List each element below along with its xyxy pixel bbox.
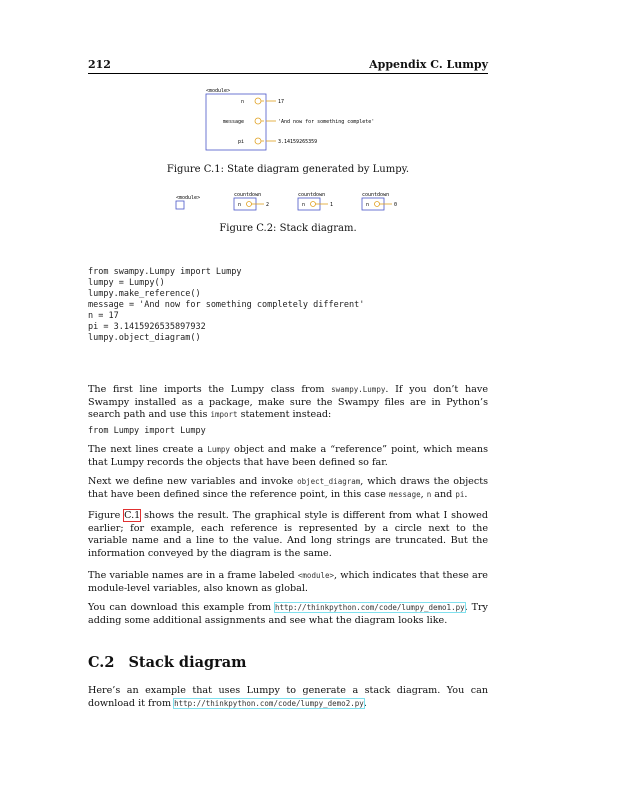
text: Here’s an example that uses Lumpy to generate a stack diagram. You can download it from	[88, 685, 488, 709]
var-name-n: n	[302, 202, 306, 208]
ref-circle	[255, 98, 261, 104]
chapter-title: Appendix C. Lumpy	[369, 58, 488, 71]
paragraph	[88, 570, 488, 595]
text: . If you don’t have Swampy installed as a package, make sure the Swampy files are in Python’s search path and use this	[88, 384, 489, 420]
text: You can download this example from	[88, 602, 275, 613]
text: The first line imports the Lumpy class from	[88, 384, 332, 395]
var-name-pi: pi	[237, 139, 244, 145]
inline-code: n	[426, 489, 432, 499]
section-number: C.2	[88, 654, 115, 671]
inline-code: object_diagram	[297, 477, 361, 486]
var-value-pi: 3.14159265359	[278, 139, 318, 145]
text: The next lines create a	[88, 444, 208, 455]
var-name-n: n	[238, 202, 242, 208]
code-line: lumpy.object_diagram()	[88, 333, 201, 343]
paragraph	[88, 685, 488, 710]
inline-code: import	[210, 410, 238, 419]
frame-label: <module>	[206, 88, 231, 94]
inline-code: message	[389, 489, 421, 499]
stack-diagram-figure	[172, 189, 412, 217]
frame-label: countdown	[298, 192, 326, 198]
paragraph	[88, 384, 488, 422]
text: The variable names are in a frame labeled	[88, 570, 298, 581]
text: Next we define new variables and invoke	[88, 476, 298, 487]
code-line: lumpy = Lumpy()	[88, 278, 165, 288]
text: , which draws the objects that have been defined since the reference point, in this case	[88, 476, 489, 500]
page-header	[88, 58, 488, 74]
inline-code: <module>	[297, 571, 335, 580]
var-value: 1	[330, 202, 334, 208]
code-block	[88, 256, 364, 355]
page-number: 212	[88, 58, 111, 71]
ref-circle	[255, 118, 261, 124]
var-value: 0	[394, 202, 398, 208]
inline-code: pi	[455, 489, 465, 499]
text: ,	[420, 488, 427, 500]
code-line: from swampy.Lumpy import Lumpy	[88, 267, 242, 277]
frame-label: countdown	[362, 192, 390, 198]
code-block: from Lumpy import Lumpy	[88, 426, 206, 436]
text: and	[431, 488, 456, 500]
figure-caption-c1: Figure C.1: State diagram generated by Lumpy.	[166, 164, 410, 175]
state-diagram-figure	[204, 86, 404, 156]
ref-circle	[247, 202, 252, 207]
text: Figure	[88, 510, 125, 521]
inline-code: Lumpy	[207, 445, 230, 454]
download-link[interactable]: http://thinkpython.com/code/lumpy_demo1.py	[274, 603, 465, 612]
text: shows the result. The graphical style is different from what I showed earlier; for example, each reference is represented by a circle next to the variable name and a line to the value. And long strings are truncated. But the information conveyed by the diagram is the same.	[88, 510, 488, 559]
code-line: n = 17	[88, 311, 119, 321]
frame-label: <module>	[176, 195, 201, 201]
var-name-n: n	[240, 99, 244, 105]
header-rule	[88, 73, 488, 74]
code-line: pi = 3.1415926535897932	[88, 322, 206, 332]
paragraph	[88, 602, 488, 627]
var-name-n: n	[366, 202, 370, 208]
text: , which indicates that these are module-level variables, also known as global.	[88, 570, 488, 594]
text: .	[363, 697, 367, 709]
code-line: message = 'And now for something completely different'	[88, 300, 365, 310]
section-title: Stack diagram	[128, 654, 247, 671]
var-value: 2	[266, 202, 270, 208]
var-name-message: message	[222, 119, 244, 125]
text: .	[464, 488, 468, 500]
figure-caption-c2: Figure C.2: Stack diagram.	[219, 223, 357, 234]
section-heading	[88, 654, 246, 671]
paragraph	[88, 476, 488, 501]
code-line: lumpy.make_reference()	[88, 289, 201, 299]
text: statement instead:	[237, 409, 332, 420]
var-value-n: 17	[278, 99, 285, 105]
frame-label: countdown	[234, 192, 262, 198]
text: object and make a “reference” point, which means that Lumpy records the objects that have been defined so far.	[88, 444, 488, 468]
var-value-message: 'And now for something complete'	[278, 119, 375, 125]
ref-circle	[311, 202, 316, 207]
download-link[interactable]: http://thinkpython.com/code/lumpy_demo2.py	[174, 698, 364, 708]
inline-code: swampy.Lumpy	[331, 385, 386, 394]
module-frame	[176, 201, 184, 209]
text: . Try adding some additional assignments and see what the diagram looks like.	[88, 602, 488, 626]
paragraph	[88, 510, 488, 560]
paragraph	[88, 444, 488, 469]
ref-circle	[375, 202, 380, 207]
ref-circle	[255, 138, 261, 144]
figure-reference-link[interactable]: C.1	[124, 510, 141, 521]
